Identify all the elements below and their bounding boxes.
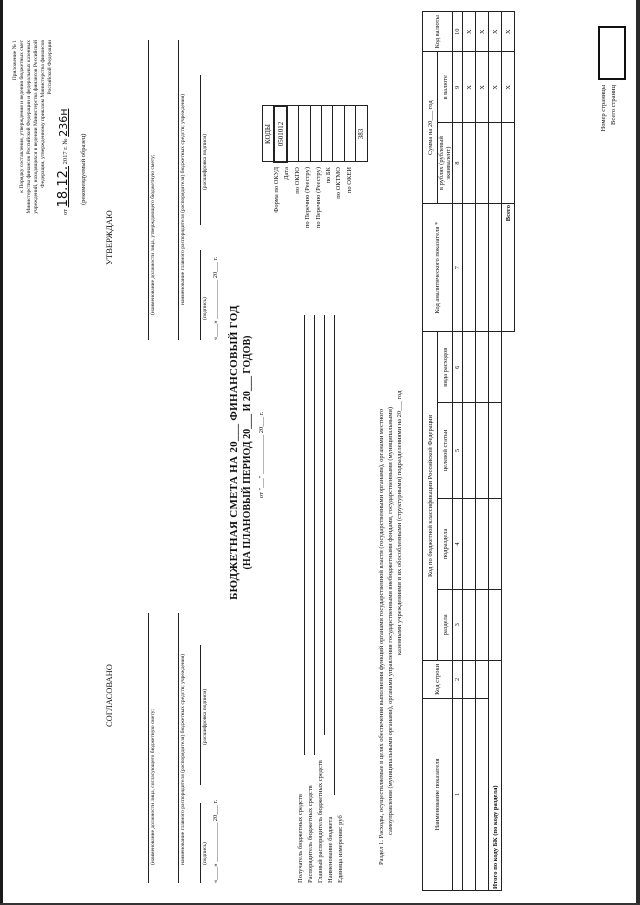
col-header-row-code: Код строки <box>423 660 453 698</box>
col-header-subsection: подраздела <box>438 499 453 590</box>
cell[interactable] <box>463 660 476 698</box>
field-budget-name-line <box>334 315 335 795</box>
cell-x: X <box>476 52 489 123</box>
cell[interactable] <box>463 499 476 590</box>
field-manager-line <box>314 315 315 755</box>
section-line-1: Раздел 1. Расходы, осуществляемые в целях обеспечения выполнения функций органами государственной власти (государственными органами), органами местного <box>378 408 385 865</box>
table-row <box>476 12 489 891</box>
cell[interactable] <box>463 403 476 499</box>
col-number: 6 <box>453 332 463 403</box>
page-number-label: Номер страницы <box>600 85 607 132</box>
approved-title: УТВЕРЖДАЮ <box>104 210 114 265</box>
agreed-caption-decoding: (расшифровка подписи) <box>202 688 208 745</box>
order-number: 236н <box>57 108 70 137</box>
cell[interactable] <box>489 332 502 403</box>
col-number: 1 <box>453 699 463 891</box>
col-number: 9 <box>453 52 463 123</box>
approved-org-line <box>178 40 179 340</box>
cell[interactable] <box>463 204 476 332</box>
cell[interactable] <box>489 204 502 332</box>
order-year: 2017 г. № <box>62 138 69 165</box>
cell-x: X <box>489 52 502 123</box>
code-date[interactable] <box>287 106 299 162</box>
approved-date: «____» ____________ 20___ г. <box>212 256 219 340</box>
col-number: 5 <box>453 403 463 499</box>
codes-labels <box>272 167 355 265</box>
appendix-line: Приложение № 1 <box>12 40 18 81</box>
codes-header: КОДЫ <box>263 106 275 162</box>
code-okud[interactable]: 0501012 <box>274 106 286 162</box>
cell[interactable] <box>489 589 502 660</box>
col-header-name: Наименование показателя <box>423 699 453 891</box>
cell-x: X <box>463 52 476 123</box>
code-label: по ОКЕИ <box>345 167 353 194</box>
appendix-line: Федерации, утвержденному приказом Министерства финансов <box>40 40 46 188</box>
field-unit: Единица измерения: руб <box>337 815 344 883</box>
code-label: по Перечню (Реестру) <box>314 167 322 229</box>
cell[interactable] <box>476 332 489 403</box>
cell[interactable] <box>476 589 489 660</box>
col-header-target: целевой статьи <box>438 403 453 499</box>
col-header-analytic: Код аналитического показателя * <box>423 204 453 332</box>
agreed-position-line <box>148 613 149 883</box>
col-header-rub: в рублях (рублевый эквивалент) <box>438 123 453 204</box>
approved-caption-decoding: (расшифровка подписи) <box>202 133 208 190</box>
cell[interactable] <box>463 123 476 204</box>
expenses-table <box>422 11 515 891</box>
col-number: 10 <box>453 12 463 52</box>
cell[interactable] <box>476 499 489 590</box>
group-header-sum: Сумма на 20___ год <box>423 52 438 204</box>
field-recipient-line <box>304 315 305 755</box>
cell-x: X <box>463 12 476 52</box>
appendix-line: Российской Федерации <box>47 40 53 95</box>
cell[interactable] <box>476 699 489 891</box>
col-header-expense: вида расходов <box>438 332 453 403</box>
order-line <box>56 109 71 215</box>
col-number: 4 <box>453 499 463 590</box>
cell[interactable] <box>476 403 489 499</box>
cell[interactable] <box>489 499 502 590</box>
col-header-currency-code: Код валюты <box>423 12 453 52</box>
page-number-box[interactable] <box>598 26 626 80</box>
group-header-bk: Код по бюджетной классификации Российской Федерации <box>423 332 438 660</box>
field-chief-manager-line <box>324 315 325 735</box>
code-label: Дата <box>283 167 291 180</box>
field-recipient: Получатель бюджетных средств <box>297 794 304 883</box>
order-prefix: от <box>62 208 69 215</box>
cell[interactable] <box>476 204 489 332</box>
cell[interactable] <box>463 699 476 891</box>
document-date: от "___" ____________ 20___ г. <box>258 411 265 499</box>
recommended-sample: (рекомендуемый образец) <box>80 133 87 205</box>
table-row <box>463 12 476 891</box>
spacer <box>502 332 515 891</box>
table-row-total <box>502 12 515 891</box>
pages-total-label: Всего страниц <box>610 85 617 125</box>
approved-caption-signature: (подпись) <box>202 297 208 320</box>
cell[interactable] <box>476 660 489 698</box>
col-number: 8 <box>453 123 463 204</box>
approved-signature-line <box>200 250 201 340</box>
col-header-section: раздела <box>438 589 453 660</box>
agreed-date: «____» ____________ 20___ г. <box>212 799 219 883</box>
code-oktmo[interactable] <box>344 106 355 162</box>
appendix-line: учреждений, находящихся в ведении Министерства финансов Российской <box>33 40 39 214</box>
codes-table <box>262 105 368 163</box>
code-okei[interactable]: 383 <box>356 106 367 162</box>
code-label: по ОКТМО <box>335 167 343 199</box>
code-registry-2[interactable] <box>321 106 332 162</box>
total-bk-label: Итого по коду БК (по коду раздела) <box>489 660 502 890</box>
code-okpo[interactable] <box>299 106 310 162</box>
agreed-caption-signature: (подпись) <box>202 842 208 865</box>
col-number: 3 <box>453 589 463 660</box>
agreed-org-line <box>178 613 179 883</box>
agreed-title: СОГЛАСОВАНО <box>104 664 114 727</box>
code-label: по БК <box>324 167 332 184</box>
scan-border-top <box>0 0 3 905</box>
field-chief-manager: Главный распорядитель бюджетных средств <box>317 760 324 883</box>
section-line-3: казенными учреждениями и их обособленными (структурными) подразделениями на 20___ год <box>396 390 403 655</box>
cell[interactable] <box>463 589 476 660</box>
document-subtitle: (НА ПЛАНОВЫЙ ПЕРИОД 20___ И 20___ ГОДОВ) <box>242 335 253 570</box>
agreed-caption-position: (наименование должности лица, согласующего бюджетную смету; <box>150 709 156 865</box>
total-label: Всего <box>502 204 515 332</box>
cell[interactable] <box>489 123 502 204</box>
cell-x: X <box>502 52 515 123</box>
col-header-currency: в валюте <box>438 52 453 123</box>
table-row-total-bk <box>489 12 502 891</box>
field-budget-name: Наименование бюджета <box>327 816 334 883</box>
cell-x: X <box>476 12 489 52</box>
cell[interactable] <box>463 332 476 403</box>
field-manager: Распорядитель бюджетных средств <box>307 785 314 883</box>
code-bk[interactable] <box>333 106 344 162</box>
approved-position-line <box>148 40 149 340</box>
agreed-caption-org: наименование главного распорядителя (распорядителя) бюджетных средств; учреждения) <box>180 653 186 865</box>
code-label: Форма по ОКУД <box>273 167 280 213</box>
approved-caption-org: наименование главного распорядителя (распорядителя) бюджетных средств; учреждения) <box>180 93 186 305</box>
scan-border-bottom <box>636 0 640 905</box>
appendix-block <box>12 40 54 255</box>
appendix-line: Министерства финансов Российской Федерации и федеральных казенных <box>26 40 32 214</box>
cell-x: X <box>502 12 515 52</box>
cell-x: X <box>489 12 502 52</box>
cell[interactable] <box>476 123 489 204</box>
col-number: 2 <box>453 660 463 698</box>
col-number: 7 <box>453 204 463 332</box>
appendix-line: к Порядку составления, утверждения и ведения бюджетных смет <box>19 40 25 193</box>
cell[interactable] <box>502 123 515 204</box>
code-registry-1[interactable] <box>310 106 321 162</box>
order-date: 18.12. <box>56 166 71 208</box>
approved-caption-position: (наименование должности лица, утверждающего бюджетную смету; <box>150 154 156 315</box>
document-title: БЮДЖЕТНАЯ СМЕТА НА 20___ ФИНАНСОВЫЙ ГОД <box>228 305 240 600</box>
approved-decoding-line <box>200 75 201 225</box>
section-line-2: самоуправления (муниципальными органами), органами управления государственными внебюджетными фондами, государственными (муниципальными) <box>387 406 394 835</box>
code-label: по Перечню (Реестру) <box>304 167 312 229</box>
code-label: по ОКПО <box>293 167 301 194</box>
cell[interactable] <box>489 403 502 499</box>
agreed-decoding-line <box>200 645 201 785</box>
agreed-signature-line <box>200 803 201 883</box>
